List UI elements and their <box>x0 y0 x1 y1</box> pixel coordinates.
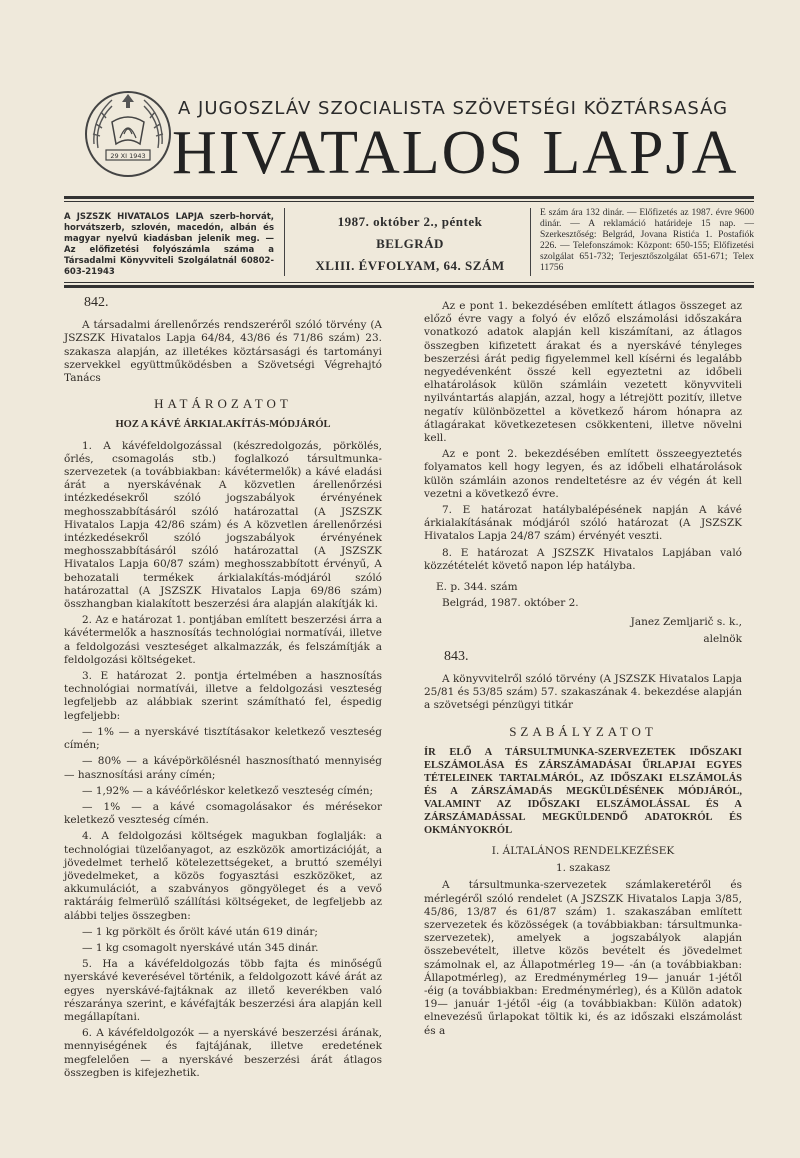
paragraph: Az e pont 2. bekezdésében említett összeegyeztetés folyamatos kell hogy legyen, és az időbeli elhatárolások külön számláin azonos rendeltetésre az év végén át kell vezetni a következő évre. <box>424 448 742 500</box>
decision-subheading: HOZ A KÁVÉ ÁRKIALAKÍTÁS-MÓDJÁRÓL <box>115 419 331 431</box>
signer-title: alelnök <box>703 632 742 645</box>
decision-heading: HATÁROZATOT <box>154 396 292 412</box>
article-heading: 1. szakasz <box>555 862 611 875</box>
header-rule-bottom <box>64 285 754 288</box>
reference-number: E. p. 344. szám <box>436 581 518 594</box>
paragraph: Az e pont 1. bekezdésében említett átlagos összeget az előző évre vagy a folyó év előző elszámolási időszakára vonatkozó adatok alapján kell kiszámítani, az átlagos összegben kifizetett árakat és a nyerskávé tényleges beszerzési árát pedig figyelemmel kell kísérni és legalább negyedévenként összé kell egyeztetni az időbeli elhatárolások külön számláin vezetett könyvviteli nyilvántartás alapján, azzal, hogy a létrejött pozitív, illetve negatív különbözettel a következő három hónapra az átlagárakat következetesen csökkenteni, illetve növelni kell. <box>424 300 742 445</box>
list-item: — 1 kg pörkölt és őrölt kávé után 619 dinár; <box>82 925 318 938</box>
paragraph: 5. Ha a kávéfeldolgozás több fajta és minőségű nyerskávé keverésével történik, a feldolgozott kávé árát az egyes nyerskávé-fajtáknak az illető keverékben való részaránya szerint, e kávéfajták beszerzési ára alapján kell megállapítani. <box>64 958 382 1023</box>
paragraph: 1. A kávéfeldolgozással (készredolgozás, pörkölés, őrlés, csomagolás stb.) foglalkozó társultmunka-szervezetek (a továbbiakban: kávétermelők) a kávé eladási árát a nyerskávénak A közvetlen árellenőrzési intézkedésekről szóló jogszabályok érvényének meghosszabbításáról szóló határozattal (A JSZSZK Hivatalos Lapja 42/86 szám) és A közvetlen árellenőrzési intézkedésekről szóló jogszabályok érvényének meghosszabbításáról szóló határozattal (A JSZSZK Hivatalos Lapja 60/87 szám) meghosszabbított érvényű, A behozatali termékek árkialakítás-módjáról szóló határozattal (A JSZSZK Hivatalos Lapja 69/86 szám) összhangban kialakított beszerzési ára alapján alakítják ki. <box>64 439 382 611</box>
list-item: — 1% — a nyerskávé tisztításakor keletkező veszteség címén; <box>64 725 382 752</box>
emblem-date: 29 XI 1943 <box>110 152 146 160</box>
document-number: 842. <box>84 295 109 310</box>
signer-name: Janez Zemljarič s. k., <box>630 616 742 629</box>
issue-date: 1987. október 2., péntek <box>337 214 483 229</box>
list-item: — 1,92% — a kávéőrléskor keletkező veszteség címén; <box>82 784 374 797</box>
preamble: A társadalmi árellenőrzés rendszeréről szóló törvény (A JSZSZK Hivatalos Lapja 64/84, 43/86 és 71/86 szám) 23. szakasza alapján, az illetékes köztársasági és tartományi szervekkel együttműködésben a Szövetségi Végrehajtó Tanács <box>64 319 382 385</box>
header-divider-left <box>284 208 285 276</box>
issue-volume: XLIII. ÉVFOLYAM, 64. SZÁM <box>315 258 505 273</box>
price-info: E szám ára 132 dinár. — Előfizetés az 1987. évre 9600 dinár. — A reklamáció határideje 15 nap. — Szerkesztőség: Belgrád, Jovana Ristića 1. Postafiók 226. — Telefonszámok: Központ: 650-155; Előfizetési szolgálat 651-732; Terjesztőszolgálat 651-671; Telex 11756 <box>540 208 754 273</box>
preamble: A könyvvitelről szóló törvény (A JSZSZK Hivatalos Lapja 25/81 és 53/85 szám) 57. szakaszának 4. bekezdése alapján a szövetségi pénzügyi titkár <box>424 673 742 712</box>
right-column <box>424 300 742 1041</box>
issue-city: BELGRÁD <box>376 236 444 251</box>
state-emblem-icon <box>82 88 174 180</box>
list-item: — 1 kg csomagolt nyerskávé után 345 dinár. <box>82 941 319 954</box>
paragraph: 3. E határozat 2. pontja értelmében a hasznosítás technológiai normatívái, illetve a feldolgozási veszteség legfeljebb az alábbiak szerint számítható fel, éspedig legfeljebb: <box>64 670 382 722</box>
paragraph: 4. A feldolgozási költségek magukban foglalják: a technológiai tüzelőanyagot, az eszközök amortizációját, a jövedelmet terhelő kötelezettségeket, a bruttó személyi jövedelmeket, a közös fogyasztási eszközöket, az akkumulációt, a szabványos göngyöleget és a vevő raktáráig felmerülő szállítási költségeket, de legfeljebb az alábbi teljes összegben: <box>64 830 382 922</box>
masthead-title: HIVATALOS LAPJA <box>172 119 739 187</box>
paragraph: 7. E határozat hatálybalépésének napján A kávé árkialakításának módjáról szóló határozat (A JSZSZK Hivatalos Lapja 24/87 szám) érvényét veszti. <box>424 504 742 543</box>
header-divider-right <box>530 208 531 276</box>
list-item: — 80% — a kávépörkölésnél hasznosítható mennyiség — hasznosítási arány címén; <box>64 755 382 781</box>
paragraph: 2. Az e határozat 1. pontjában említett beszerzési árra a kávétermelők a hasznosítás technológiai normatívái, illetve a feldolgozási veszteséget alkalmazzák, és felszámítják a feldolgozási költségeket. <box>64 614 382 666</box>
place-date: Belgrád, 1987. október 2. <box>442 597 579 610</box>
paragraph: A társultmunka-szervezetek számlakeretéről és mérlegéről szóló rendelet (A JSZSZK Hivatalos Lapja 3/85, 45/86, 13/87 és 61/87 szám) 1. szakaszában említett szervezetek és közösségek (a továbbiakban: társultmunka-szervezetek), amelyek a jogszabályok alapján összebevételt, illetve közös bevételt és jövedelmet számolnak el, az Állapotmérleg 19— -án (a továbbiakban: Állapotmérleg), az Eredménymérleg 19— január 1-jétől -éig (a továbbiakban: Eredménymérleg), és a Külön adatok 19— január 1-jétől -éig (a továbbiakban: Külön adatok) elnevezésű űrlapokat töltik ki, és az időszaki elszámolást és a <box>424 879 742 1037</box>
document-number: 843. <box>444 648 469 664</box>
paragraph: 6. A kávéfeldolgozók — a nyerskávé beszerzési árának, mennyiségének és fajtájának, illetve eredetének megfelelően — a nyerskávé beszerzési árát átlagos összegben is kifejezhetik. <box>64 1027 382 1079</box>
section-heading: I. ÁLTALÁNOS RENDELKEZÉSEK <box>491 844 675 857</box>
header-rule-top <box>64 196 754 199</box>
header-rule-bottom-thin <box>64 282 754 283</box>
paragraph: 8. E határozat A JSZSZK Hivatalos Lapjában való közzétételét követő napon lép hatályba. <box>424 546 742 572</box>
list-item: — 1% — a kávé csomagolásakor és mérésekor keletkező veszteség címén. <box>64 800 382 827</box>
left-column <box>64 296 382 1083</box>
regulation-heading: SZABÁLYZATOT <box>509 723 657 739</box>
issue-info <box>300 212 520 278</box>
subscription-info: A JSZSZK HIVATALOS LAPJA szerb-horvát, horvátszerb, szlovén, macedón, albán és magyar nyelvű kiadásban jelenik meg. — Az előfizetési folyószámla száma a Társadalmi Könyvviteli Szolgálatnál 60802-603-21943 <box>64 212 274 277</box>
masthead-kicker: A JUGOSZLÁV SZOCIALISTA SZÖVETSÉGI KÖZTÁRSASÁG <box>178 98 729 119</box>
regulation-title: ÍR ELŐ A TÁRSULTMUNKA-SZERVEZETEK IDŐSZAKI ELSZÁMOLÁSA ÉS ZÁRSZÁMADÁSAI ŰRLAPJAI EGYES TÉTELEINEK TARTALMÁRÓL, AZ IDŐSZAKI ELSZÁMOLÁS ÉS A ZÁRSZÁMADÁS MEGKÜLDÉSÉNEK MÓDJÁRÓL, VALAMINT AZ IDŐSZAKI ELSZÁMOLÁSSAL ÉS A ZÁRSZÁMADÁSSAL MEGKÜLDENDŐ ADATOKRÓL ÉS OKMÁNYOKRÓL <box>424 746 742 836</box>
header-rule-top-thin <box>64 201 754 202</box>
